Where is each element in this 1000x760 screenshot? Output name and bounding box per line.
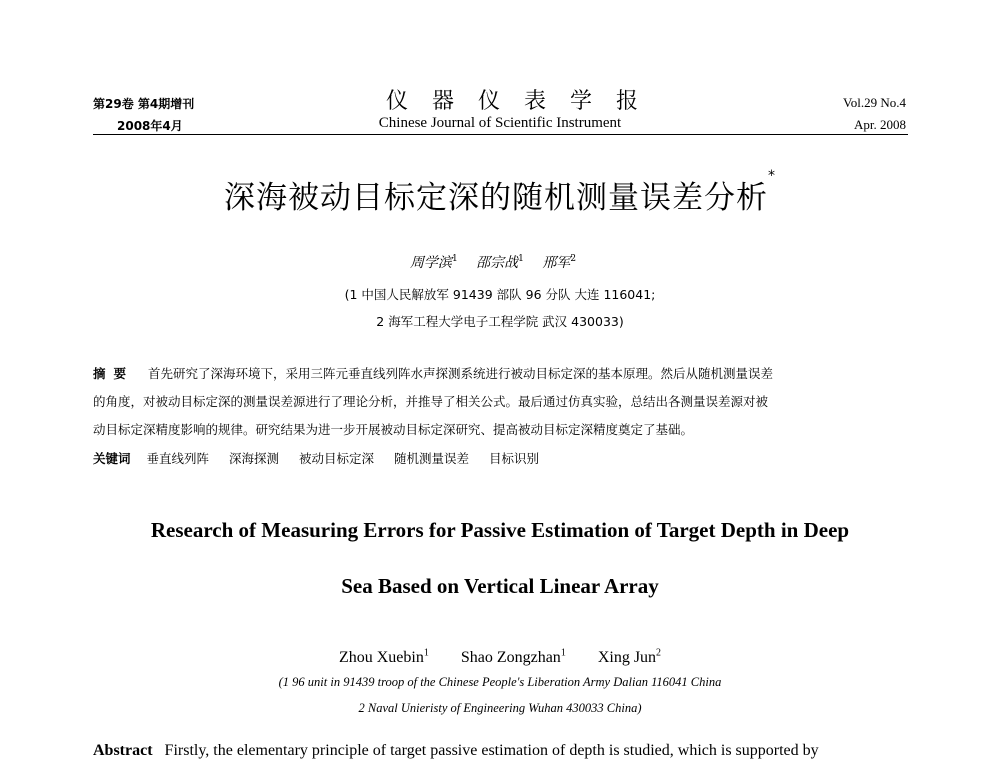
keyword-cn: 深海探测 xyxy=(229,451,280,466)
volume-issue-cn: 第29卷 第4期增刊 xyxy=(93,97,195,111)
author-cn: 邵宗战 xyxy=(476,255,519,271)
author-affil-mark: 1 xyxy=(423,648,429,659)
paper-title-cn-text: 深海被动目标定深的随机测量误差分析 xyxy=(224,180,768,216)
title-footnote-mark: * xyxy=(768,168,776,184)
abstract-cn-line: 的角度，对被动目标定深的测量误差源进行了理论分析，并推导了相关公式。最后通过仿真实验，总结出各测量误差源对被 xyxy=(93,394,769,409)
abstract-en-line xyxy=(93,742,819,760)
keywords-cn-label: 关键词 xyxy=(93,451,131,466)
author-affil-mark: 1 xyxy=(518,254,524,265)
affiliation-cn-line: 2 海军工程大学电子工程学院 武汉 430033) xyxy=(376,314,624,329)
author-en: Shao Zongzhan xyxy=(460,649,561,667)
author-cn: 邢军 xyxy=(542,255,571,271)
abstract-cn-line: 动目标定深精度影响的规律。研究结果为进一步开展被动目标定深研究、提高被动目标定深精度奠定了基础。 xyxy=(93,422,694,437)
abstract-en-text: Firstly, the elementary principle of target passive estimation of depth is studied, which is supported by xyxy=(164,742,819,759)
keyword-cn: 垂直线列阵 xyxy=(146,451,210,466)
volume-issue-en: Vol.29 No.4 xyxy=(843,95,906,110)
keyword-cn: 目标识别 xyxy=(489,451,540,466)
keywords-cn xyxy=(93,449,555,467)
header-rule xyxy=(93,134,908,135)
paper-title-en-line: Research of Measuring Errors for Passive Estimation of Target Depth in Deep xyxy=(150,518,850,542)
abstract-en-label: Abstract xyxy=(93,742,153,759)
date-cn: 2008年4月 xyxy=(117,119,183,133)
journal-title-en: Chinese Journal of Scientific Instrument xyxy=(378,115,622,131)
abstract-cn-label: 摘要 xyxy=(93,366,135,381)
journal-title-cn: 仪器仪表学报 xyxy=(385,89,662,114)
keyword-cn: 被动目标定深 xyxy=(299,451,375,466)
author-cn: 周学滨 xyxy=(409,255,452,271)
abstract-cn-line xyxy=(93,363,908,385)
author-affil-mark: 2 xyxy=(656,648,662,659)
author-en: Zhou Xuebin xyxy=(338,649,424,667)
abstract-cn-text: 首先研究了深海环境下，采用三阵元垂直线列阵水声探测系统进行被动目标定深的基本原理。然后从随机测量误差 xyxy=(148,366,774,381)
paper-title-cn xyxy=(0,168,1000,217)
author-affil-mark: 2 xyxy=(570,254,577,265)
date-en: Apr. 2008 xyxy=(854,117,906,132)
authors-en xyxy=(0,648,1000,667)
affiliation-en-line: (1 96 unit in 91439 troop of the Chinese People's Liberation Army Dalian 116041 China xyxy=(278,675,722,689)
author-affil-mark: 1 xyxy=(560,648,566,659)
author-en: Xing Jun xyxy=(597,649,657,667)
paper-title-en-line: Sea Based on Vertical Linear Array xyxy=(341,574,659,598)
author-affil-mark: 1 xyxy=(451,254,458,265)
affiliation-en-line: 2 Naval Unieristy of Engineering Wuhan 430033 China) xyxy=(358,701,642,715)
authors-cn xyxy=(0,252,1000,272)
affiliation-cn-line: (1 中国人民解放军 91439 部队 96 分队 大连 116041; xyxy=(344,287,656,302)
keyword-cn: 随机测量误差 xyxy=(394,451,470,466)
